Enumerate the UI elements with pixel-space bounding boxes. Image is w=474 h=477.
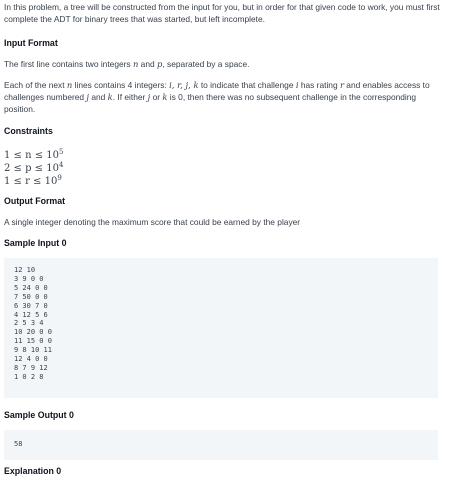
math-j: j <box>147 92 151 102</box>
sample-output-code[interactable]: 58 <box>4 430 438 460</box>
text-fragment: is 0, then there was no subsequent challenge in the corresponding position. <box>4 92 417 114</box>
math-vars: i, r, j, k <box>169 80 199 90</box>
text-fragment: . If either <box>112 92 148 102</box>
output-format-heading: Output Format <box>4 196 66 206</box>
math-p: p <box>157 59 163 69</box>
text-fragment: has rating <box>298 80 340 90</box>
constraint-r <box>4 172 62 188</box>
text-fragment: The first line contains two integers <box>4 59 133 69</box>
text-fragment: and enables access to challenges numbered <box>4 80 430 102</box>
text-fragment: , separated by a space. <box>162 59 250 69</box>
constraint-text: 2 ≤ p ≤ 10 <box>4 163 59 174</box>
constraint-exponent: 5 <box>59 148 64 156</box>
sample-output-heading: Sample Output 0 <box>4 410 74 420</box>
text-fragment: and <box>89 92 108 102</box>
text-fragment: and <box>138 59 157 69</box>
text-fragment: Each of the next <box>4 80 67 90</box>
sample-input-heading: Sample Input 0 <box>4 238 67 248</box>
input-format-line2 <box>4 79 444 115</box>
intro-text: In this problem, a tree will be constructed from the input for you, but in order for that given code to work, you must first complete the ADT for binary trees that was started, but left incomplete. <box>4 2 440 24</box>
constraints-heading: Constraints <box>4 126 53 136</box>
text-fragment: to indicate that challenge <box>198 80 296 90</box>
constraint-text: 1 ≤ n ≤ 10 <box>4 150 59 161</box>
constraint-exponent: 4 <box>58 161 64 169</box>
constraint-text: 1 ≤ r ≤ 10 <box>4 176 58 187</box>
math-k: k <box>162 92 168 102</box>
explanation-heading: Explanation 0 <box>4 466 62 476</box>
math-i: i <box>295 80 299 90</box>
constraint-exponent: 9 <box>57 174 62 182</box>
output-format-text: A single integer denoting the maximum score that could be earned by the player <box>4 217 301 227</box>
input-format-line1 <box>4 58 444 70</box>
math-k: k <box>107 92 113 102</box>
text-fragment: or <box>150 92 163 102</box>
math-n: n <box>66 80 73 90</box>
math-r: r <box>339 80 344 90</box>
input-format-heading: Input Format <box>4 38 58 48</box>
math-j: j <box>86 92 90 102</box>
text-fragment: lines contains 4 integers: <box>72 80 170 90</box>
sample-input-code[interactable]: 12 10 3 9 0 0 5 24 0 0 7 50 0 0 6 30 7 0 4 12 5 6 2 5 3 4 10 20 0 0 11 15 0 0 9 8 10 11 12 4 0 0 8 7 9 12 1 0 2 8 <box>4 258 438 398</box>
math-n: n <box>132 59 139 69</box>
